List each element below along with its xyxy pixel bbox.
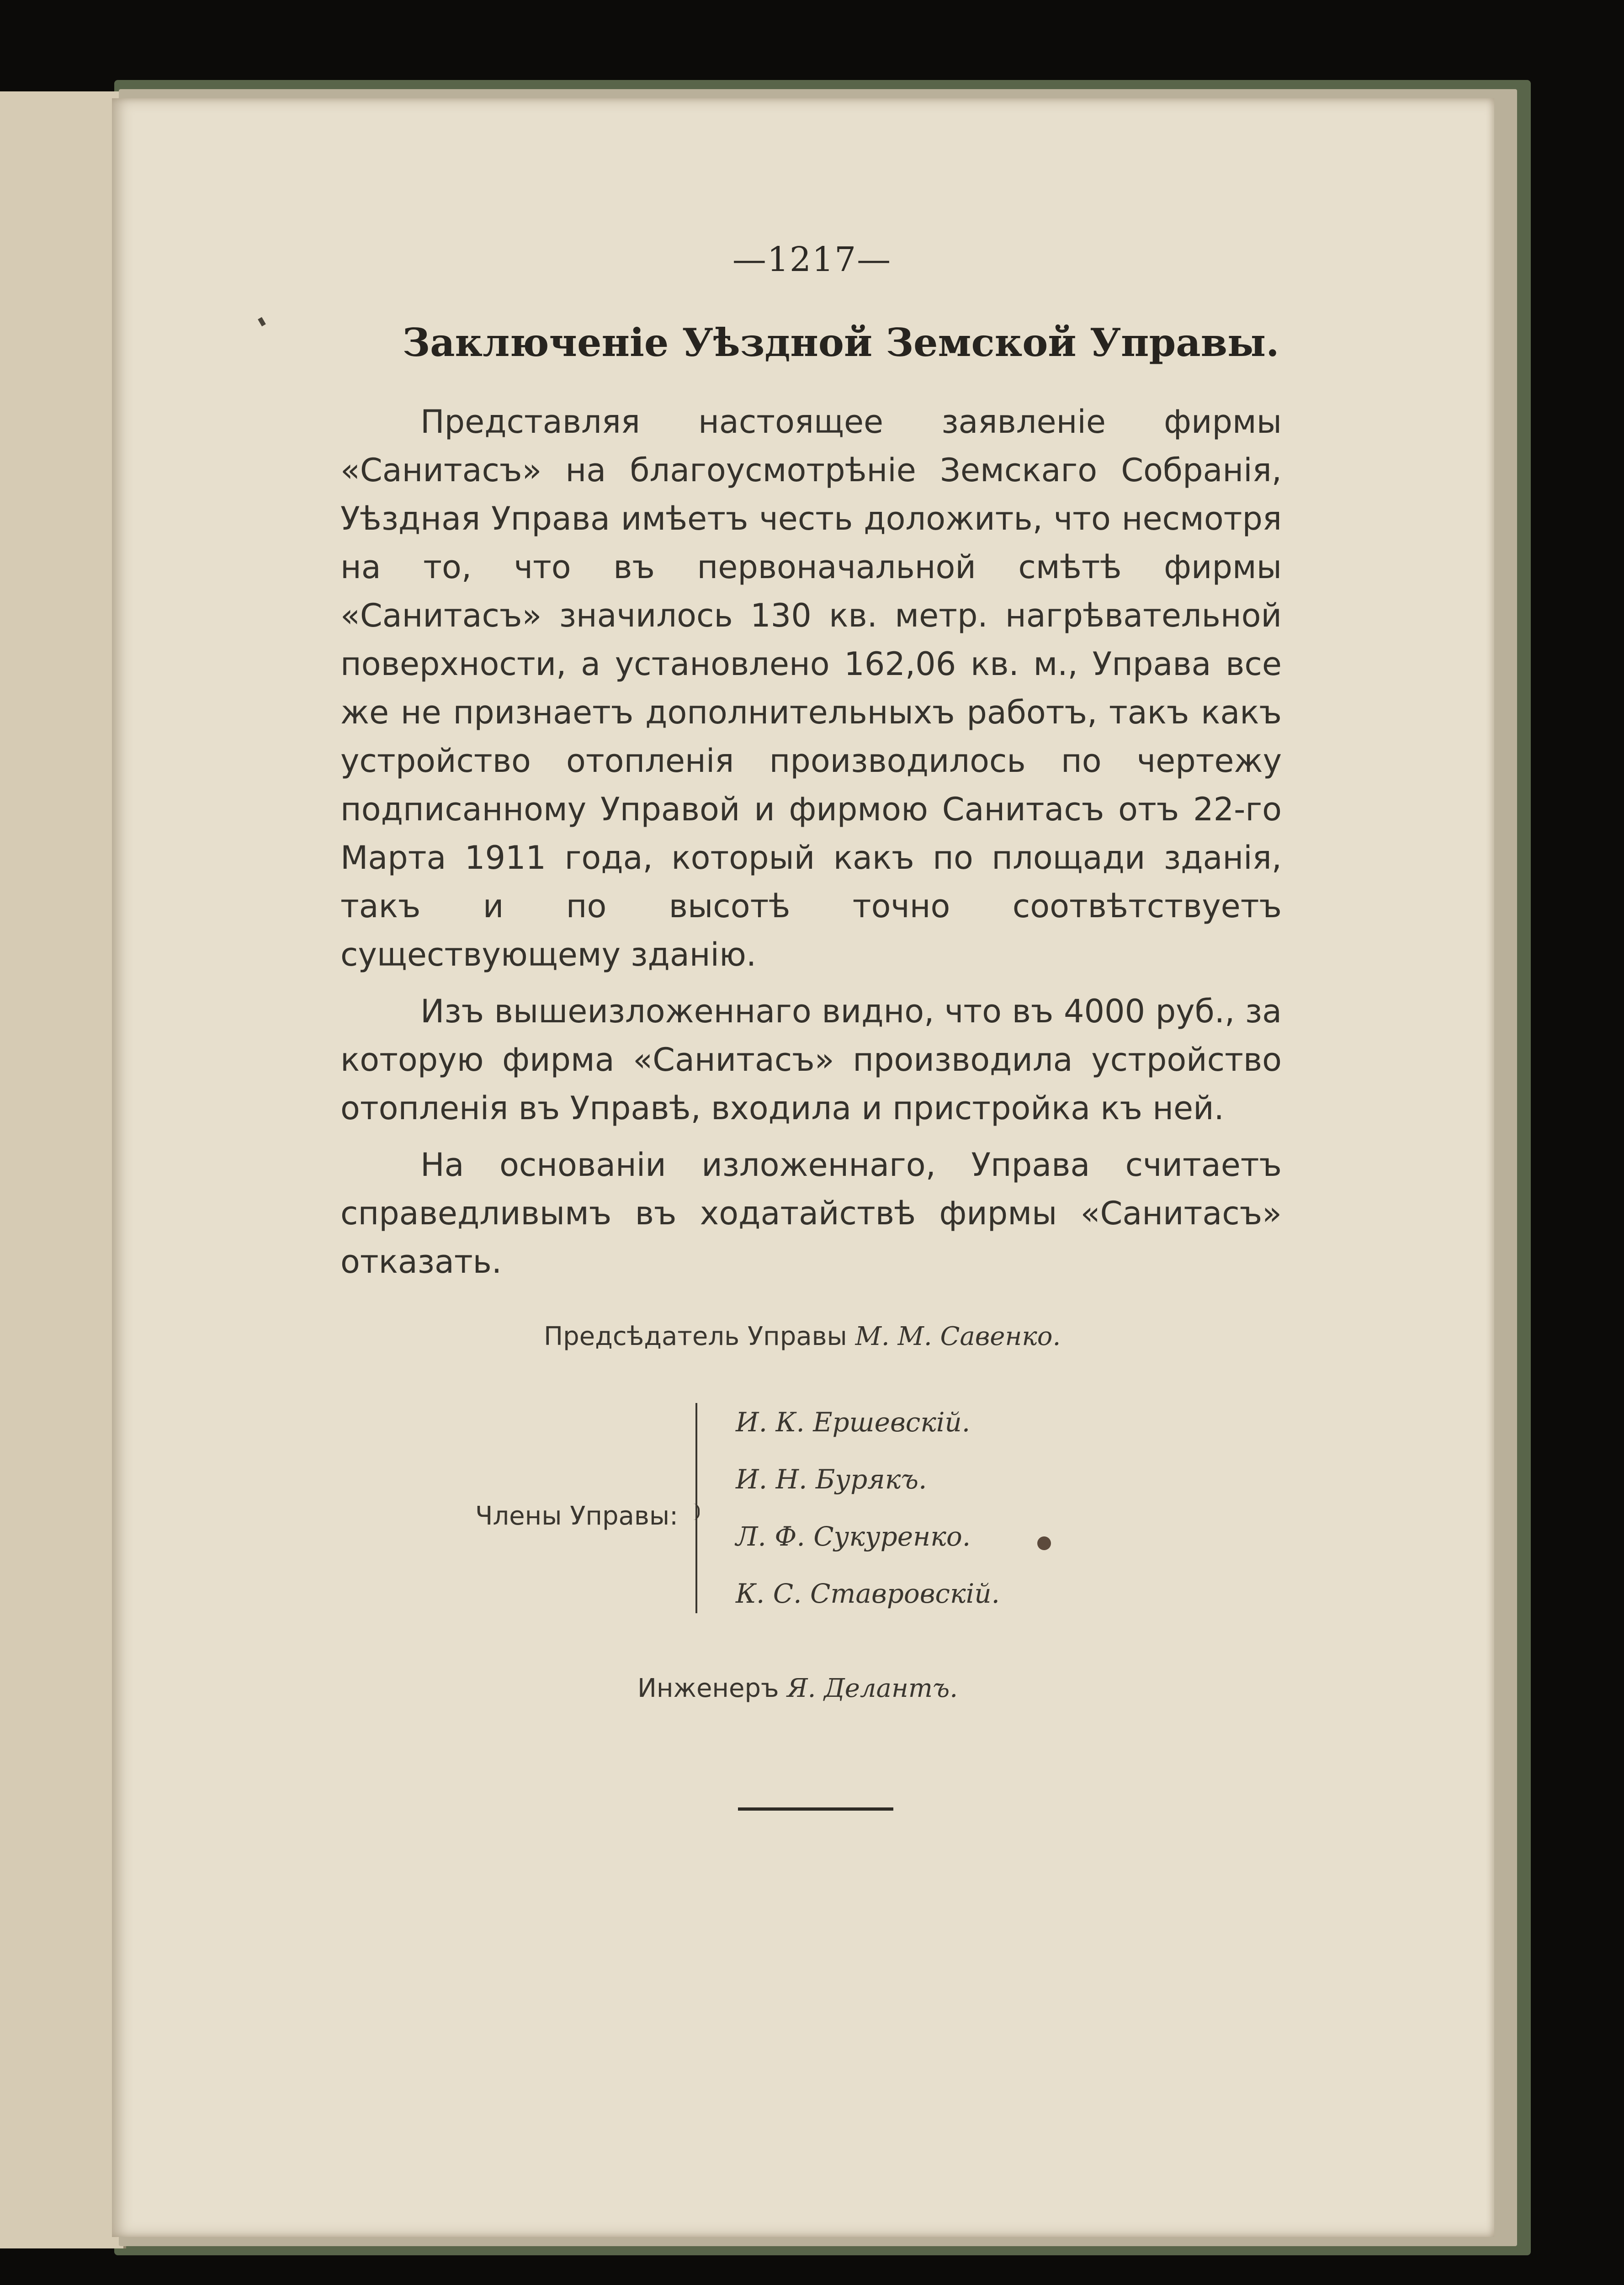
paragraph-1: Представляя настоящее заявленіе фирмы «Санитасъ» на благоусмотрѣніе Земскаго Собранія, Уѣздная Управа имѣетъ честь доложить, что несмотря на то, что въ первоначальной смѣтѣ фирмы «Санитасъ» значилось 130 кв. метр. нагрѣвательной поверхности, а установлено 162,06 кв. м., Управа все же не признаетъ дополнительныхъ работъ, такъ какъ устройство отопленія производилось по чертежу подписанному Управой и фирмою Санитасъ отъ 22-го Марта 1911 года, который какъ по площади зданія, такъ и по высотѣ точно соотвѣтствуетъ существующему зданію. <box>340 403 1282 973</box>
ink-dot <box>1037 1536 1051 1550</box>
paragraph-2: Изъ вышеизложеннаго видно, что въ 4000 руб., за которую фирма «Санитасъ» производила устройство отопленія въ Управѣ, входила и пристройка къ ней. <box>340 993 1282 1127</box>
engineer-label: Инженеръ <box>637 1674 779 1703</box>
member-name: И. К. Ершевскій. <box>736 1407 971 1438</box>
closing-rule <box>738 1807 893 1811</box>
engineer-signature <box>637 1674 958 1703</box>
members-label: Члены Управы: <box>475 1501 678 1531</box>
chair-label: Предсѣдатель Управы <box>544 1322 847 1351</box>
paragraph-3: На основаніи изложеннаго, Управа считаетъ справедливымъ въ ходатайствѣ фирмы «Санитасъ» отказать. <box>340 1146 1282 1281</box>
page-number: —1217— <box>732 240 892 279</box>
members-brace-tip <box>688 1504 700 1520</box>
member-name: Л. Ф. Сукуренко. <box>736 1521 971 1552</box>
facing-page-edge <box>0 91 126 2248</box>
chair-name: М. М. Савенко. <box>855 1322 1061 1351</box>
member-name: К. С. Ставровскій. <box>736 1578 1000 1609</box>
member-name: И. Н. Бурякъ. <box>736 1464 927 1495</box>
chair-signature <box>544 1322 1061 1351</box>
body-text <box>340 398 1282 1286</box>
page-title: Заключеніе Уѣздной Земской Управы. <box>402 320 1279 365</box>
engineer-name: Я. Делантъ. <box>787 1674 958 1703</box>
